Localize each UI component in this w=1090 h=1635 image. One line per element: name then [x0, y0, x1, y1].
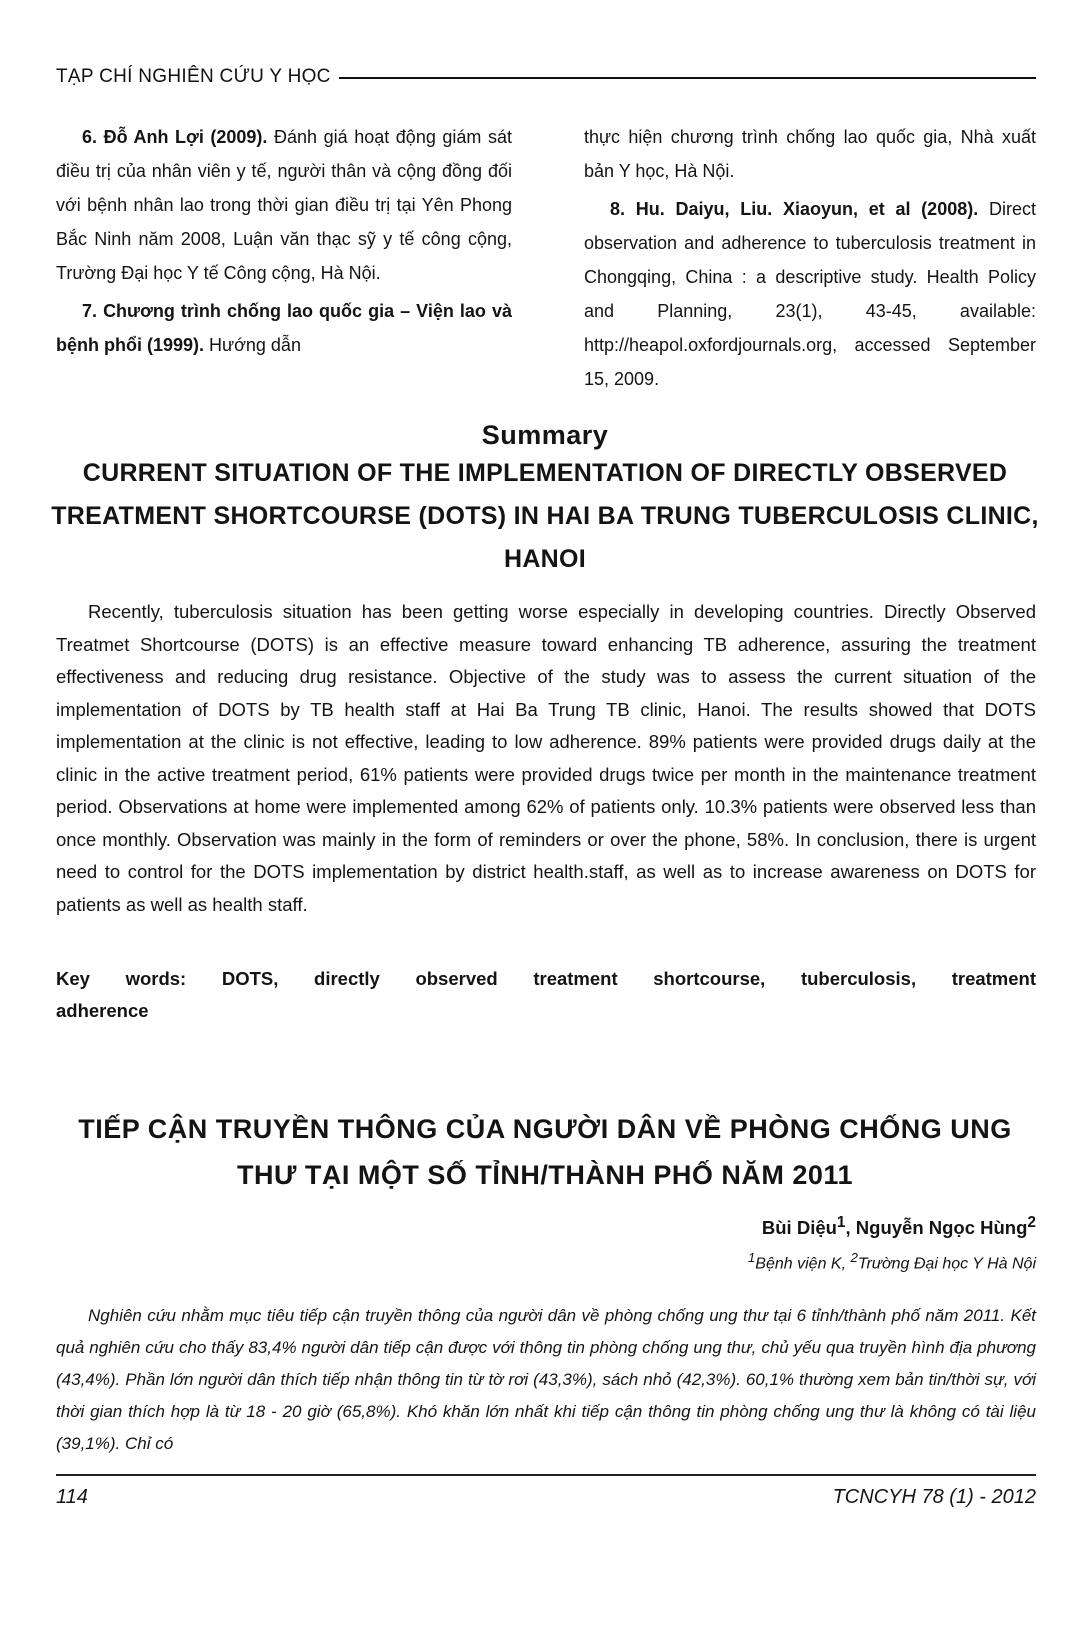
author-superscript: 1	[836, 1214, 846, 1231]
summary-heading: Summary	[481, 420, 609, 450]
author-separator: ,	[845, 1217, 856, 1239]
author-name: Nguyễn Ngọc Hùng	[855, 1217, 1028, 1239]
affiliation-superscript: 1	[747, 1250, 756, 1265]
article-authors	[762, 1214, 1036, 1239]
reference-text: Direct observation and adherence to tuberculosis treatment in Chongqing, China : a descriptive study. Health Policy and Planning, 23(1), 43-45, available: http://heapol.oxfordjournals.org, accessed September 15, 2009.	[584, 199, 1036, 389]
reference-6	[56, 120, 512, 290]
author-name: Bùi Diệu	[761, 1217, 837, 1239]
keywords-label: Key words:	[56, 968, 187, 989]
keywords	[56, 963, 1036, 1027]
article-abstract: Nghiên cứu nhằm mục tiêu tiếp cận truyền thông của người dân về phòng chống ung thư tại 6 tỉnh/thành phố năm 2011. Kết quả nghiên cứu cho thấy 83,4% người dân tiếp cận được với thông tin phòng chống ung thư, chủ yếu qua truyền hình địa phương (43,4%). Phần lớn người dân thích tiếp nhận thông tin từ tờ rơi (43,3%), sách nhỏ (42,3%). 60,1% thường xem bản tin/thời sự, với thời gian thích hợp là từ 18 - 20 giờ (65,8%). Khó khăn lớn nhất khi tiếp cận thông tin phòng chống ung thư là không có tài liệu (39,1%). Chỉ có	[56, 1306, 1036, 1453]
reference-7	[56, 294, 512, 362]
journal-issue: TCNCYH 78 (1) - 2012	[832, 1486, 1036, 1508]
article-title: TIẾP CẬN TRUYỀN THÔNG CỦA NGƯỜI DÂN VỀ PHÒNG CHỐNG UNG THƯ TẠI MỘT SỐ TỈNH/THÀNH PHỐ NĂM 2011	[78, 1114, 1012, 1190]
references-right-column	[584, 120, 1036, 400]
author-superscript: 2	[1027, 1214, 1036, 1231]
header-rule	[339, 77, 1036, 79]
summary-title: CURRENT SITUATION OF THE IMPLEMENTATION OF DIRECTLY OBSERVED TREATMENT SHORTCOURSE (DOTS) IN HAI BA TRUNG TUBERCULOSIS CLINIC, HANOI	[51, 459, 1039, 573]
keywords-list: DOTS, directly observed treatment shortcourse, tuberculosis, treatment adherence	[56, 968, 1037, 1021]
reference-text: Đánh giá hoạt động giám sát điều trị của nhân viên y tế, người thân và cộng đồng đối với bệnh nhân lao trong thời gian điều trị tại Yên Phong Bắc Ninh năm 2008, Luận văn thạc sỹ y tế công cộng, Trường Đại học Y tế Công cộng, Hà Nội.	[56, 127, 512, 283]
references-section	[56, 120, 1036, 400]
author-affiliations	[748, 1250, 1036, 1273]
references-left-column	[56, 120, 512, 400]
reference-number: 7.	[82, 301, 98, 321]
reference-8	[584, 192, 1036, 396]
summary-abstract: Recently, tuberculosis situation has been getting worse especially in developing countries. Directly Observed Treatmet Shortcourse (DOTS) is an effective measure toward enhancing TB adherence, assuring the treatment effectiveness and reducing drug resistance. Objective of the study was to assess the current situation of the implementation of DOTS by TB health staff at Hai Ba Trung TB clinic, Hanoi. The results showed that DOTS implementation at the clinic is not effective, leading to low adherence. 89% patients were provided drugs daily at the clinic in the active treatment period, 61% patients were provided drugs twice per month in the maintenance treatment period. Observations at home were implemented among 62% of patients only. 10.3% patients were observed less than once monthly. Observation was mainly in the form of reminders or over the phone, 58%. In conclusion, there is urgent need to control for the DOTS implementation by district health.staff, as well as to increase awareness on DOTS for patients as well as health staff.	[56, 601, 1036, 915]
reference-authors: Đỗ Anh Lợi (2009).	[103, 127, 268, 147]
journal-header	[56, 62, 1036, 92]
journal-title: TẠP CHÍ NGHIÊN CỨU Y HỌC	[56, 66, 331, 87]
affiliation-text: Trường Đại học Y Hà Nội	[857, 1255, 1036, 1273]
reference-authors: Chương trình chống lao quốc gia – Viện lao và bệnh phổi (1999).	[56, 301, 512, 355]
reference-text: thực hiện chương trình chống lao quốc gia, Nhà xuất bản Y học, Hà Nội.	[584, 127, 1036, 181]
reference-number: 6.	[82, 127, 98, 147]
page-number: 114	[56, 1486, 88, 1508]
affiliation-superscript: 2	[850, 1250, 858, 1265]
affiliation-text: Bệnh viện K,	[755, 1255, 851, 1273]
footer-rule	[56, 1474, 1036, 1476]
reference-7-continuation	[584, 120, 1036, 188]
reference-authors: Hu. Daiyu, Liu. Xiaoyun, et al (2008).	[635, 199, 979, 219]
reference-number: 8.	[610, 199, 626, 219]
reference-text: Hướng dẫn	[209, 335, 301, 355]
